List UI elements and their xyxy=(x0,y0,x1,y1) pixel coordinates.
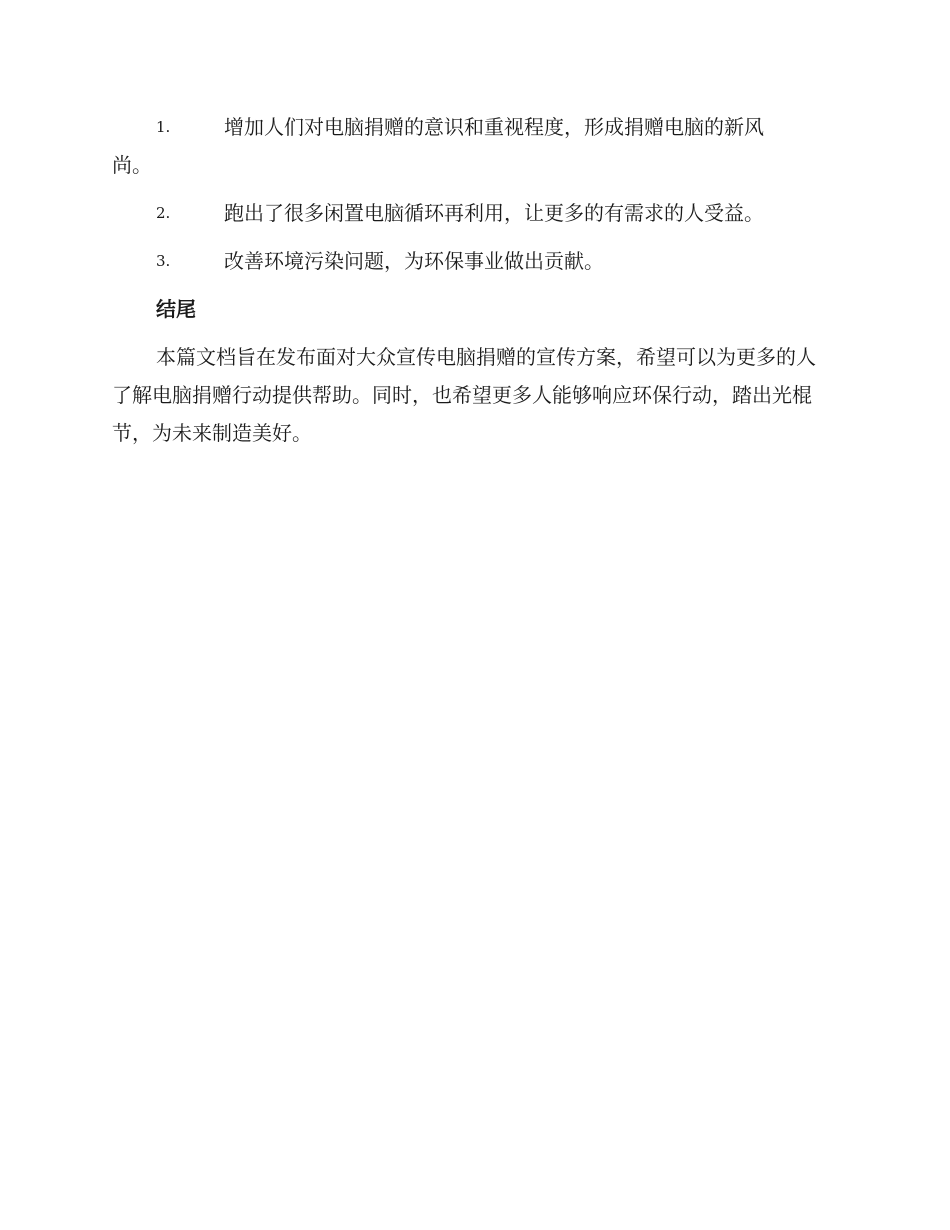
list-number: 2. xyxy=(156,204,171,222)
section-heading: 结尾 xyxy=(156,297,196,321)
list-item-first-line xyxy=(112,108,832,146)
list-item xyxy=(112,108,832,184)
list-number: 1. xyxy=(156,118,171,136)
list-text: 增加人们对电脑捐赠的意识和重视程度，形成捐赠电脑的新风 xyxy=(224,115,764,139)
list-item xyxy=(112,194,832,232)
list-text: 改善环境污染问题，为环保事业做出贡献。 xyxy=(224,249,604,273)
list-number: 3. xyxy=(156,252,171,270)
list-text-continuation: 尚。 xyxy=(112,153,152,177)
list-item xyxy=(112,242,832,280)
document-content xyxy=(112,108,832,452)
section-paragraph: 本篇文档旨在发布面对大众宣传电脑捐赠的宣传方案，希望可以为更多的人了解电脑捐赠行动提供帮助。同时，也希望更多人能够响应环保行动，踏出光棍节，为未来制造美好。 xyxy=(112,345,816,445)
list-text: 跑出了很多闲置电脑循环再利用，让更多的有需求的人受益。 xyxy=(224,201,764,225)
